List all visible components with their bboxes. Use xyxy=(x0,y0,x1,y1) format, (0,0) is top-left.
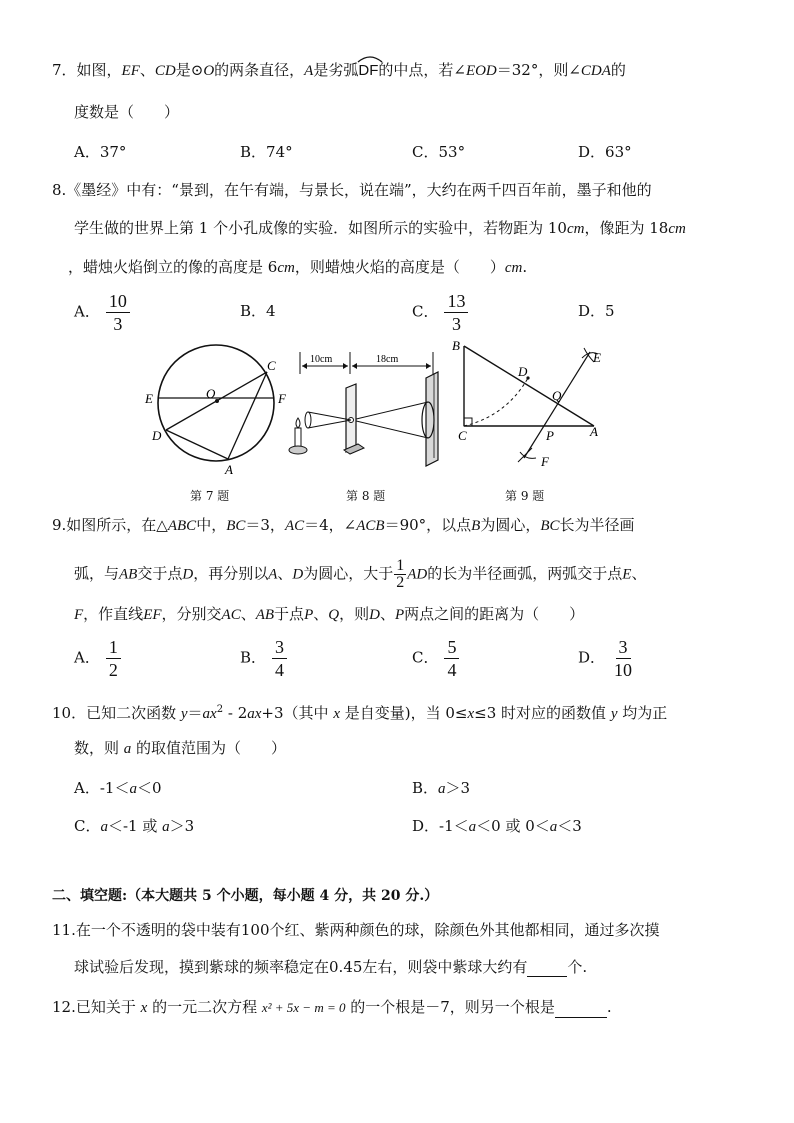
figure-7-circle xyxy=(140,340,290,480)
fraction: $\frac{5}{4}$ xyxy=(444,636,459,681)
dimension-18cm: 18cm xyxy=(376,354,399,365)
q9-line3: F，作直线EF，分别交AC、AB于点P、Q，则D、P两点之间的距离为（ ） xyxy=(74,605,585,623)
label-P: P xyxy=(546,428,554,443)
q10-option-c: C．a＜-1 或 a＞3 xyxy=(74,817,195,835)
q11-line1: 11.在一个不透明的袋中装有100个红、紫两种颜色的球，除颜色外其他都相同，通过多次摸 xyxy=(52,921,660,939)
arc-DF: DF xyxy=(358,61,378,81)
figure-9-caption: 第 9 题 xyxy=(505,489,545,503)
q10-line2: 数，则 a 的取值范围为（ ） xyxy=(74,739,287,757)
label-Q: Q xyxy=(552,388,562,403)
figure-8-pinhole xyxy=(286,348,456,473)
q11-line2: 球试验后发现，摸到紫球的频率稳定在0.45左右，则袋中紫球大约有 个. xyxy=(74,958,588,976)
q9-line1: 9.如图所示，在△ABC中，BC＝3，AC＝4，∠ACB＝90°，以点B为圆心，BC长为半径画 xyxy=(52,516,635,534)
label-A: A xyxy=(225,462,233,477)
q10-option-d: D．-1＜a＜0 或 0＜a＜3 xyxy=(412,817,582,835)
q8-option-a: A． $\frac{10}{3}$ xyxy=(74,290,130,335)
q8-line3: ，蜡烛火焰倒立的像的高度是 6cm，则蜡烛火焰的高度是（ ）cm. xyxy=(68,258,528,276)
label-D: D xyxy=(152,428,162,443)
q8-option-c: C． $\frac{13}{3}$ xyxy=(412,290,468,335)
q9-option-b: B． $\frac{3}{4}$ xyxy=(240,636,287,681)
q12-line1: 12.已知关于 x 的一元二次方程 x² + 5x − m = 0 的一个根是－7，则另一个根是 . xyxy=(52,998,612,1016)
label-O: O xyxy=(206,386,216,401)
fraction-half: $\frac{1}{2}$ xyxy=(396,557,405,591)
label-C: C xyxy=(267,358,276,373)
q9-line2: 弧，与AB交于点D，再分别以A、D为圆心，大于 $\frac{1}{2}$ AD的长为半径画弧，两弧交于点E、 xyxy=(74,557,647,591)
equation: x² + 5x − m = 0 xyxy=(261,1000,346,1015)
fraction: $\frac{3}{10}$ xyxy=(614,637,633,680)
arc-mark-icon xyxy=(357,55,383,63)
q10-option-b: B．a＞3 xyxy=(412,779,471,797)
q9-option-a: A． $\frac{1}{2}$ xyxy=(74,636,121,681)
dimension-10cm: 10cm xyxy=(310,354,333,365)
q8-line2: 学生做的世界上第 1 个小孔成像的实验．如图所示的实验中，若物距为 10cm，像距为 18cm xyxy=(74,219,686,237)
q7-line1: 7．如图，EF、CD是⊙O的两条直径，A是劣弧 DF的中点，若∠EOD＝32°，则∠CDA的 xyxy=(52,60,626,81)
section-heading: 二、填空题:（本大题共 5 个小题，每小题 4 分，共 20 分.） xyxy=(52,888,439,904)
label-F: F xyxy=(278,391,286,406)
q8-line1: 8.《墨经》中有：“景到，在午有端，与景长，说在端”，大约在两千四百年前，墨子和他的 xyxy=(52,181,652,199)
label-E: E xyxy=(145,391,153,406)
q10-line1: 10．已知二次函数 $y=ax^2 - 2ax+3$（其中 x 是自变量)，当 0≤x≤3 时对应的函数值 y 均为正 xyxy=(52,704,668,722)
fraction: $\frac{13}{3}$ xyxy=(444,290,468,335)
q8-option-d: D．5 xyxy=(578,302,615,320)
fraction: $\frac{10}{3}$ xyxy=(106,290,130,335)
label-B: B xyxy=(452,338,460,353)
figure-7-caption: 第 7 题 xyxy=(190,489,230,503)
answer-blank[interactable] xyxy=(555,1001,607,1018)
q7-option-b: B．74° xyxy=(240,143,293,161)
q9-option-c: C． $\frac{5}{4}$ xyxy=(412,636,459,681)
q7-option-a: A．37° xyxy=(74,143,127,161)
figure-8-caption: 第 8 题 xyxy=(346,489,386,503)
label-E: E xyxy=(593,350,601,365)
fraction: $\frac{1}{2}$ xyxy=(106,636,121,681)
q10-option-a: A．-1＜a＜0 xyxy=(74,779,162,797)
q9-option-d: D． $\frac{3}{10}$ xyxy=(578,636,635,681)
label-D: D xyxy=(518,364,528,379)
figure-9-triangle xyxy=(448,336,608,471)
q7-option-c: C．53° xyxy=(412,143,466,161)
fraction: $\frac{3}{4}$ xyxy=(272,636,287,681)
q8-option-b: B．4 xyxy=(240,302,276,320)
q7-option-d: D．63° xyxy=(578,143,632,161)
label-C: C xyxy=(458,428,467,443)
answer-blank[interactable] xyxy=(527,960,567,977)
label-A: A xyxy=(590,424,598,439)
q7-line2: 度数是（ ） xyxy=(74,103,180,121)
label-F: F xyxy=(541,454,549,469)
